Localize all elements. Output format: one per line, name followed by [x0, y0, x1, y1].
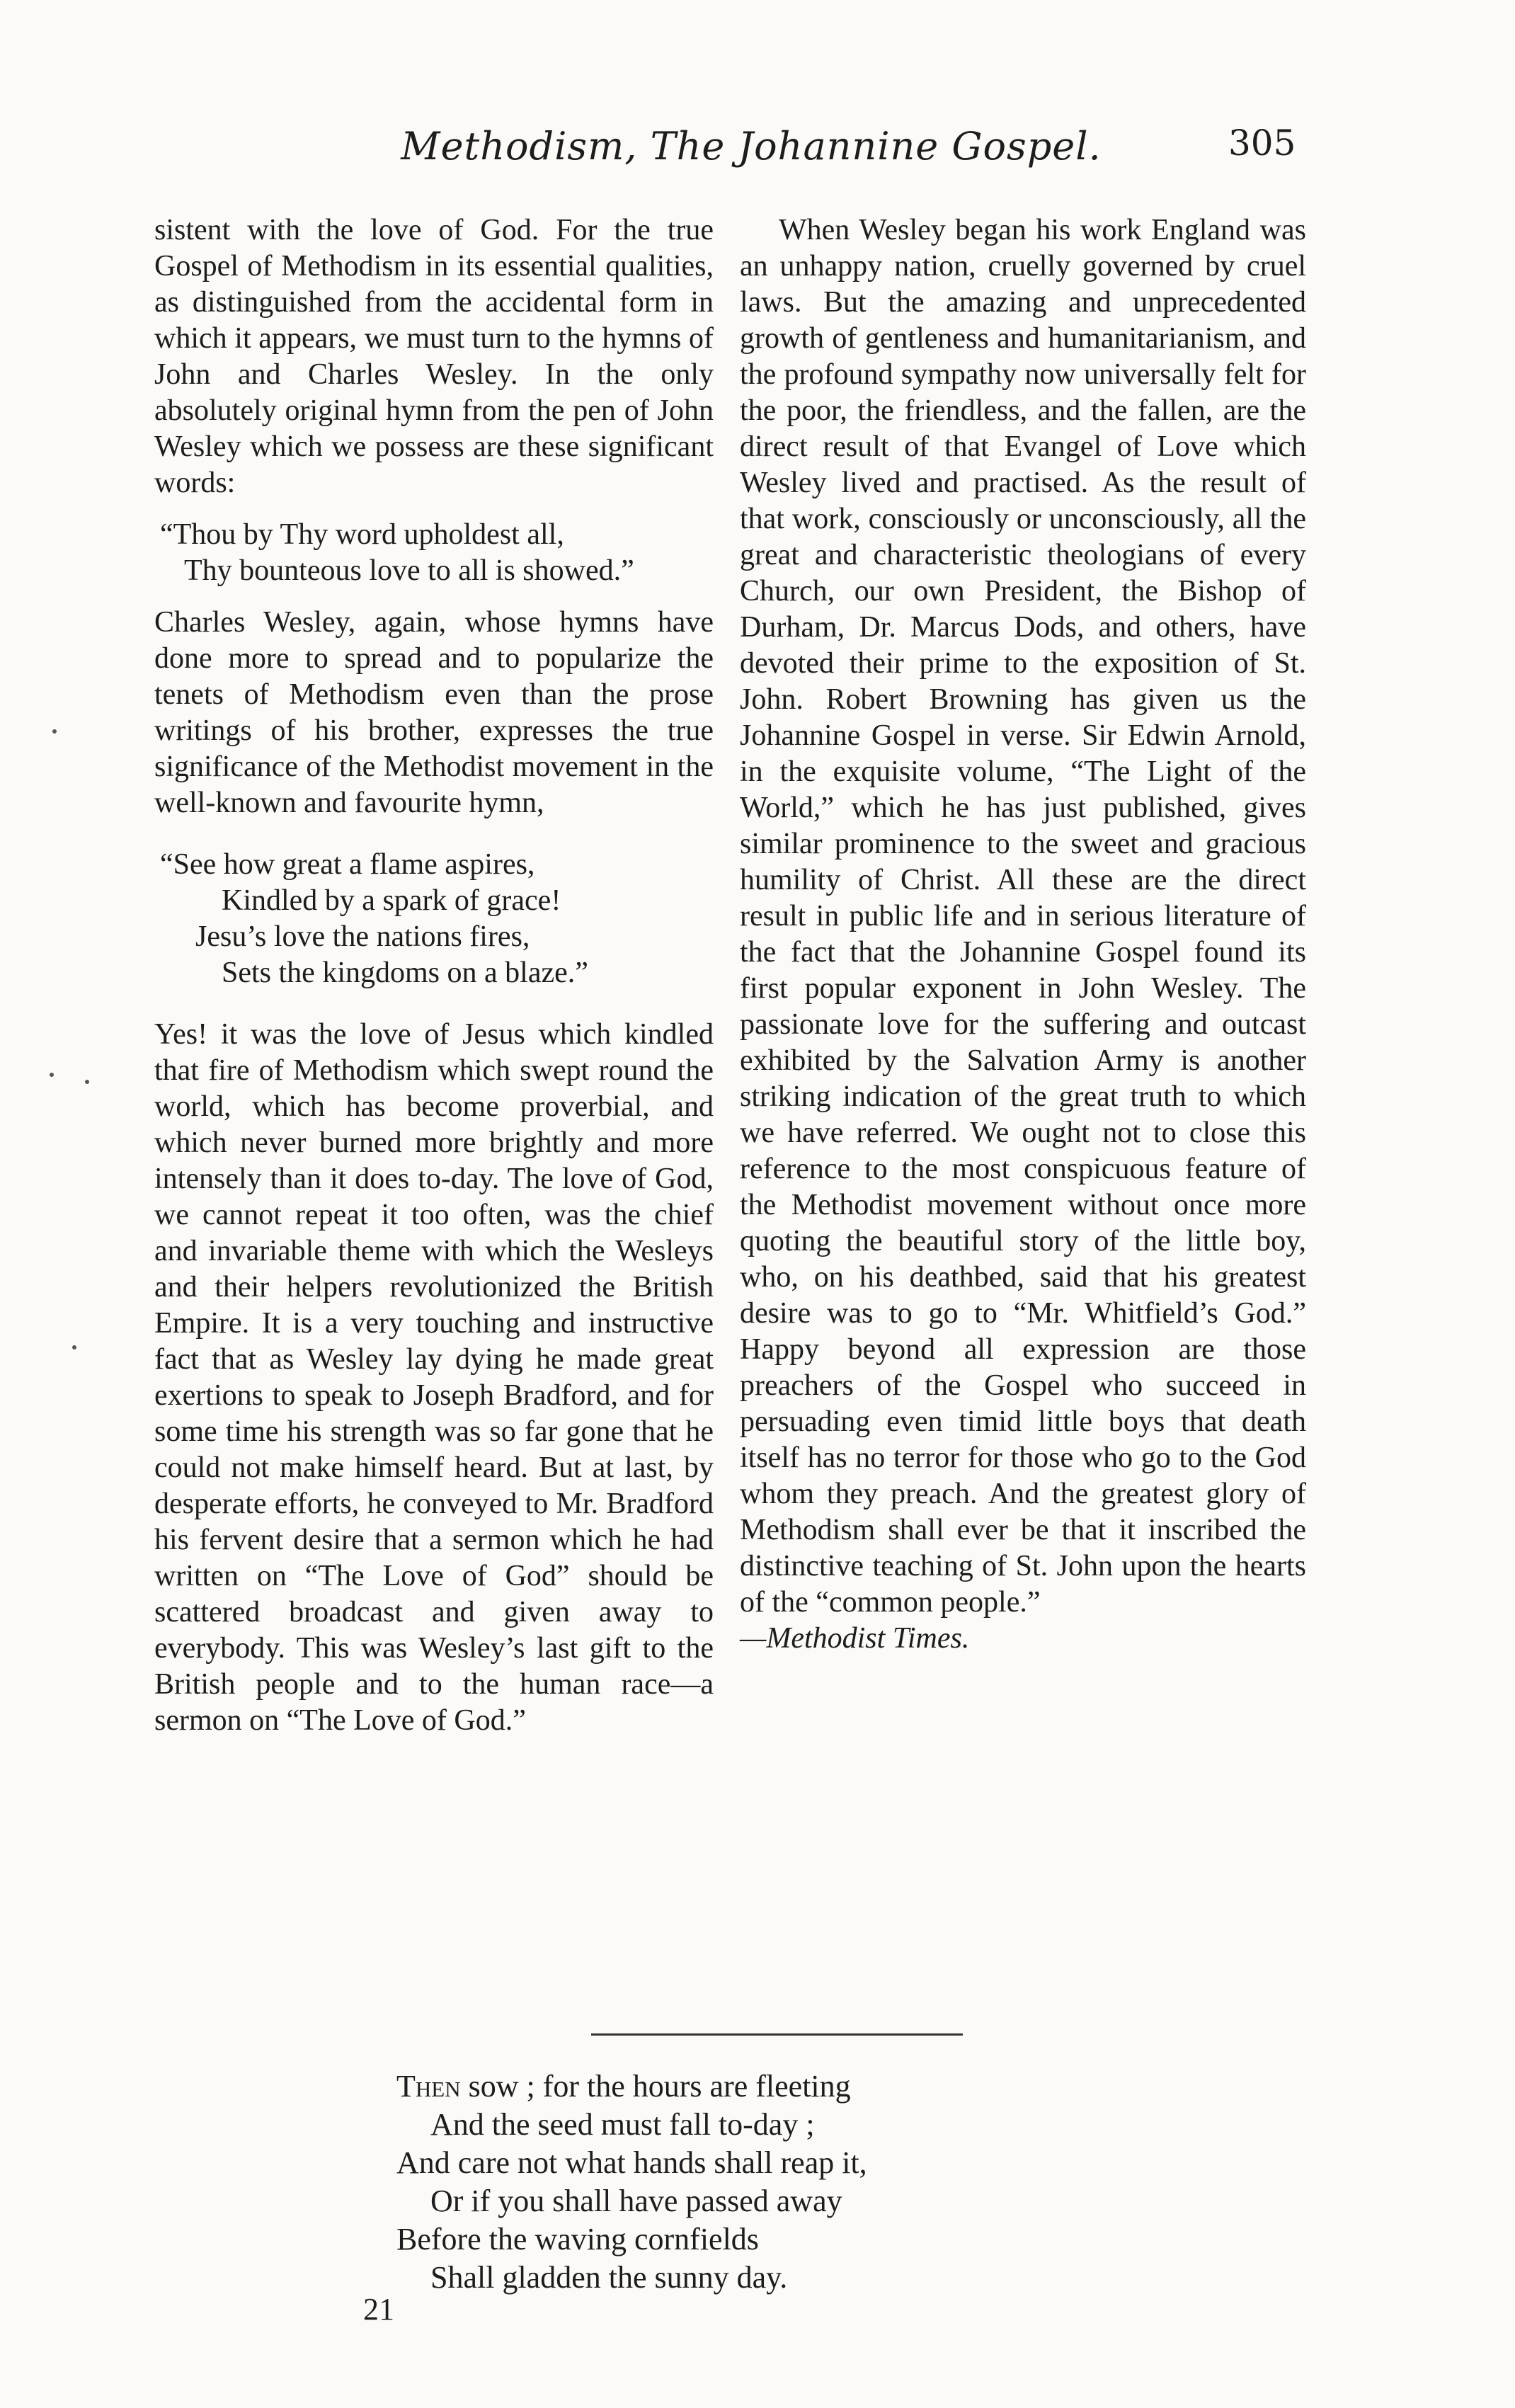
margin-speck: [85, 1080, 89, 1084]
verse-line: Jesu’s love the nations fires,: [195, 920, 530, 953]
left-paragraph-3: Yes! it was the love of Jesus which kindled that fire of Methodism which swept round the world, which has become proverbial, and which never burned more brightly and more intensely than it does to-day. The love of God, we cannot repeat it too often, was the chief and invariable theme with which the Wesleys and their helpers revolutionized the British Empire. It is a very touching and instructive fact that as Wesley lay dying he made great exertions to speak to Joseph Bradford, and for some time his strength was so far gone that he could not make himself heard. But at last, by desperate efforts, he conveyed to Mr. Bradford his fervent desire that a sermon which he had written on “The Love of God” should be scattered broadcast and given away to everybody. This was Wesley’s last gift to the British people and to the human race—a sermon on “The Love of God.”: [154, 1018, 714, 1737]
source-attribution: —Methodist Times.: [740, 1622, 970, 1655]
poem-line-4: Or if you shall have passed away: [430, 2184, 842, 2218]
poem-line-2: And the seed must fall to-day ;: [430, 2107, 815, 2142]
section-divider: [591, 2033, 963, 2036]
running-head: Methodism, The Johannine Gospel.: [401, 124, 1102, 169]
poem-line-5: Before the waving cornfields: [396, 2222, 759, 2256]
poem-first-word: Then: [396, 2069, 461, 2104]
verse-line: Kindled by a spark of grace!: [222, 884, 561, 917]
left-paragraph-2: Charles Wesley, again, whose hymns have done more to spread and to popularize the tenets of Methodism even than the prose writings of his brother, expresses the true significance of the Methodist movement in the well-known and favourite hymn,: [154, 606, 714, 819]
hymn-quote-1: [154, 517, 714, 589]
margin-speck: [72, 1345, 76, 1349]
verse-line: Sets the kingdoms on a blaze.”: [222, 957, 588, 989]
verse-line: Thy bounteous love to all is showed.”: [184, 554, 634, 587]
closing-poem: [396, 2067, 1034, 2297]
signature-mark: 21: [363, 2292, 394, 2327]
verse-line: “See how great a flame aspires,: [160, 848, 535, 881]
right-paragraph-1: When Wesley began his work England was an unhappy nation, cruelly governed by cruel laws. But the amazing and unprecedented growth of gentleness and humanitarianism, and the profound sympathy now universally felt for the poor, the friendless, and the fallen, are the direct result of that Evangel of Love which Wesley lived and practised. As the result of that work, consciously or unconsciously, all the great and characteristic theologians of every Church, our own President, the Bishop of Durham, Dr. Marcus Dods, and others, have devoted their prime to the exposition of St. John. Robert Browning has given us the Johannine Gospel in verse. Sir Edwin Arnold, in the exquisite volume, “The Light of the World,” which he has just published, gives similar prominence to the sweet and gracious humility of Christ. All these are the direct result in public life and in serious literature of the fact that the Johannine Gospel found its first popular exponent in John Wesley. The passionate love for the suffering and outcast exhibited by the Salvation Army is another striking indication of the great truth to which we have referred. We ought not to close this reference to the most conspicuous feature of the Methodist movement without once more quoting the beautiful story of the little boy, who, on his deathbed, said that his greatest desire was to go to “Mr. Whitfield’s God.” Happy beyond all expression are those preachers of the Gospel who succeed in persuading even timid little boys that death itself has no terror for those who go to the God whom they preach. And the greatest glory of Methodism shall ever be that it inscribed the distinctive teaching of St. John upon the hearts of the “common people.”: [740, 214, 1306, 1619]
margin-speck: [52, 729, 57, 734]
verse-line: “Thou by Thy word upholdest all,: [160, 518, 564, 551]
poem-line-1: [396, 2067, 1034, 2106]
poem-line-1-rest: sow ; for the hours are fleeting: [460, 2069, 851, 2104]
page-number: 305: [1228, 122, 1296, 164]
left-paragraph-1: sistent with the love of God. For the true Gospel of Methodism in its essential qualities, as distinguished from the accidental form in which it appears, we must turn to the hymns of John and Charles Wesley. In the only absolutely original hymn from the pen of John Wesley which we possess are these significant words:: [154, 214, 714, 499]
left-column: [154, 212, 714, 1739]
poem-line-6: Shall gladden the sunny day.: [430, 2260, 788, 2295]
right-column: [740, 212, 1306, 1657]
hymn-quote-2: [154, 847, 714, 991]
poem-line-3: And care not what hands shall reap it,: [396, 2145, 867, 2180]
margin-speck: [50, 1073, 54, 1077]
